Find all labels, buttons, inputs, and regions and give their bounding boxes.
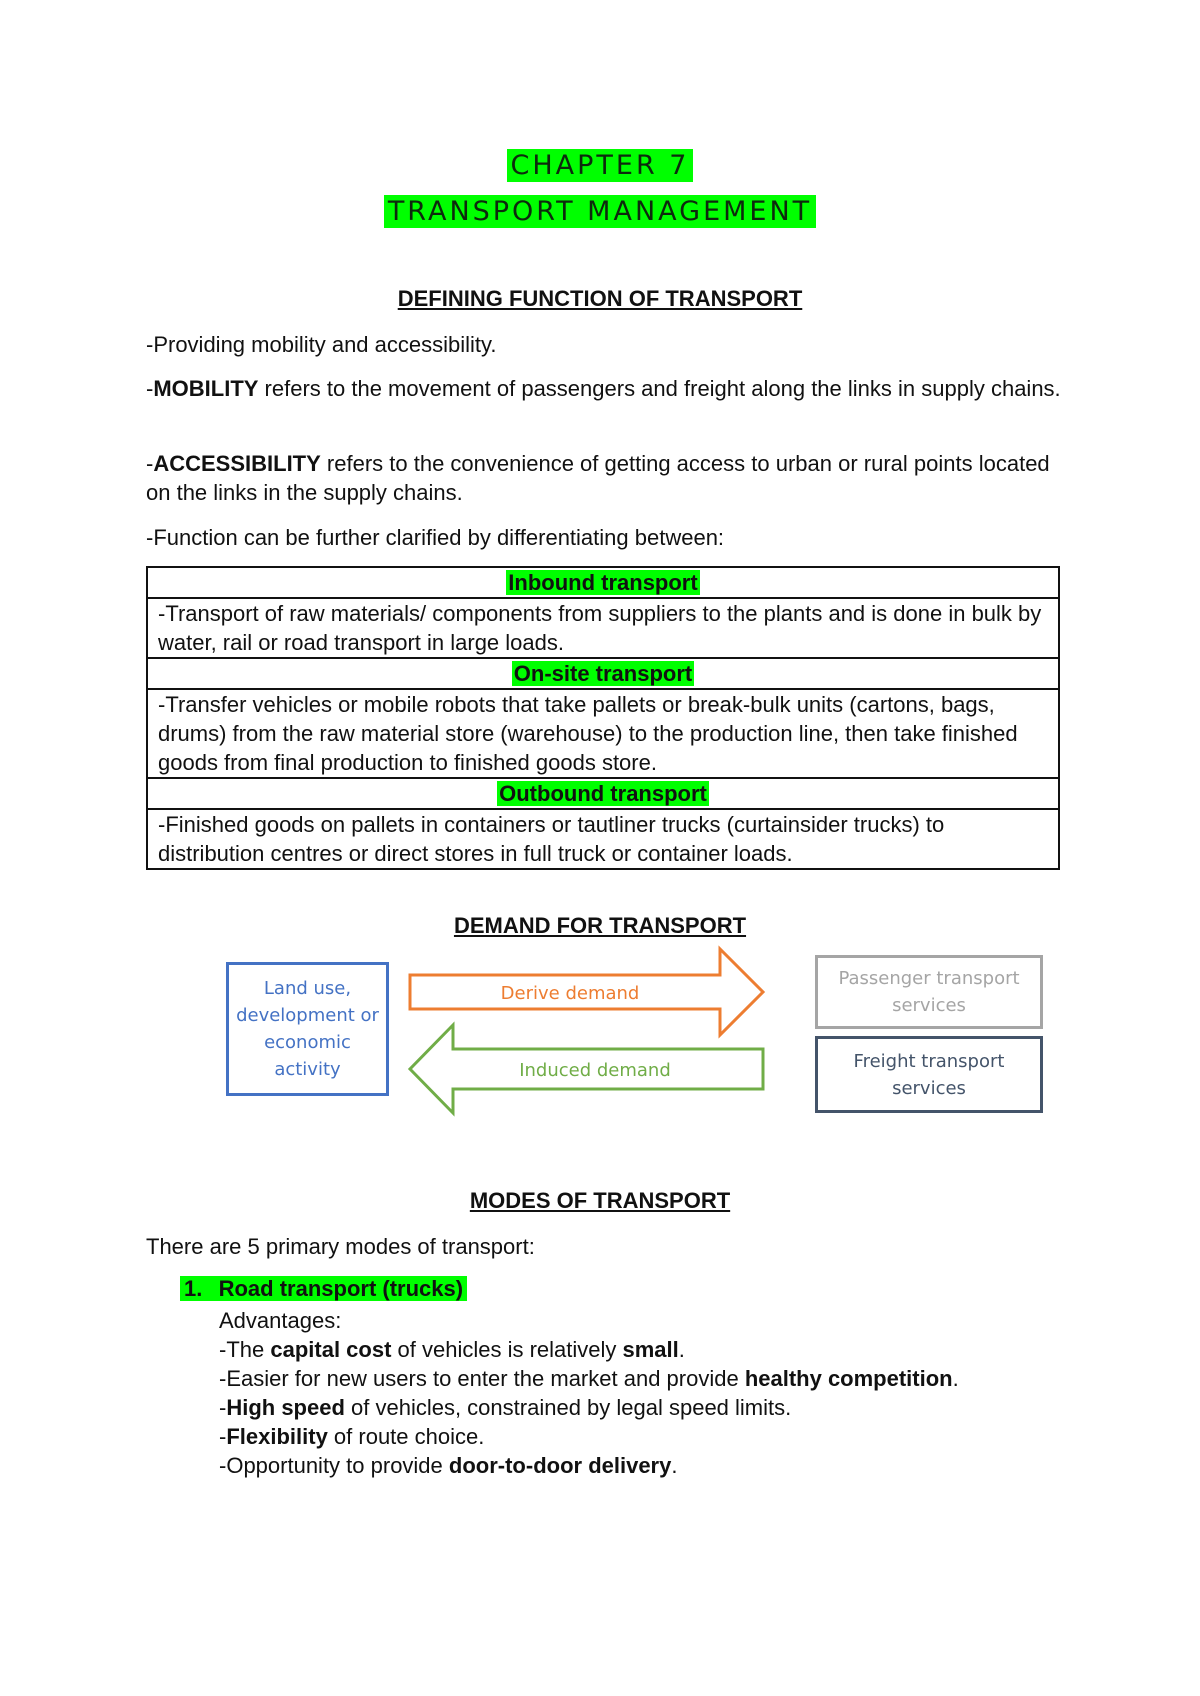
defining-p1: -Providing mobility and accessibility. [146,332,497,357]
advantage-item: -The capital cost of vehicles is relatively small. [219,1337,685,1362]
chapter-title: TRANSPORT MANAGEMENT [0,196,1200,227]
advantage-item: -Opportunity to provide door-to-door delivery. [219,1453,678,1478]
defining-heading: DEFINING FUNCTION OF TRANSPORT [397,286,803,311]
freight-services-box: Freight transport services [815,1036,1043,1113]
defining-accessibility: -ACCESSIBILITY refers to the convenience of getting access to urban or rural points located on the links in the supply chains. [146,451,1050,505]
advantage-item: -High speed of vehicles, constrained by legal speed limits. [219,1395,792,1420]
chapter-number: CHAPTER 7 [0,150,1200,181]
table-row-outbound: -Finished goods on pallets in containers or tautliner trucks (curtainsider trucks) to distribution centres or direct stores in full truck or container loads. [147,809,1059,869]
passenger-services-box: Passenger transport services [815,955,1043,1029]
land-use-box: Land use, development or economic activity [226,962,389,1096]
induced-demand-label: Induced demand [519,1059,671,1081]
defining-mobility: -MOBILITY refers to the movement of passengers and freight along the links in supply chains. [146,376,1061,401]
advantage-item: -Flexibility of route choice. [219,1424,485,1449]
table-header-outbound: Outbound transport [147,778,1059,809]
mode-item-road: 1. Road transport (trucks) [180,1276,467,1302]
table-row-onsite: -Transfer vehicles or mobile robots that take pallets or break-bulk units (cartons, bags, drums) from the raw material store (warehouse) to the production line, then take finished goods from final production to finished goods store. [147,689,1059,778]
modes-heading: MODES OF TRANSPORT [469,1188,731,1213]
demand-heading: DEMAND FOR TRANSPORT [453,913,747,938]
table-header-inbound: Inbound transport [147,567,1059,598]
derive-demand-label: Derive demand [500,982,640,1004]
function-table [146,566,1060,870]
table-row-inbound: -Transport of raw materials/ components from suppliers to the plants and is done in bulk by water, rail or road transport in large loads. [147,598,1059,658]
table-header-onsite: On-site transport [147,658,1059,689]
defining-p4: -Function can be further clarified by differentiating between: [146,525,725,550]
modes-intro: There are 5 primary modes of transport: [146,1234,535,1259]
road-advantages [219,1306,959,1480]
advantages-label: Advantages: [219,1308,342,1333]
demand-arrows [405,945,770,1117]
advantage-item: -Easier for new users to enter the market and provide healthy competition. [219,1366,959,1391]
